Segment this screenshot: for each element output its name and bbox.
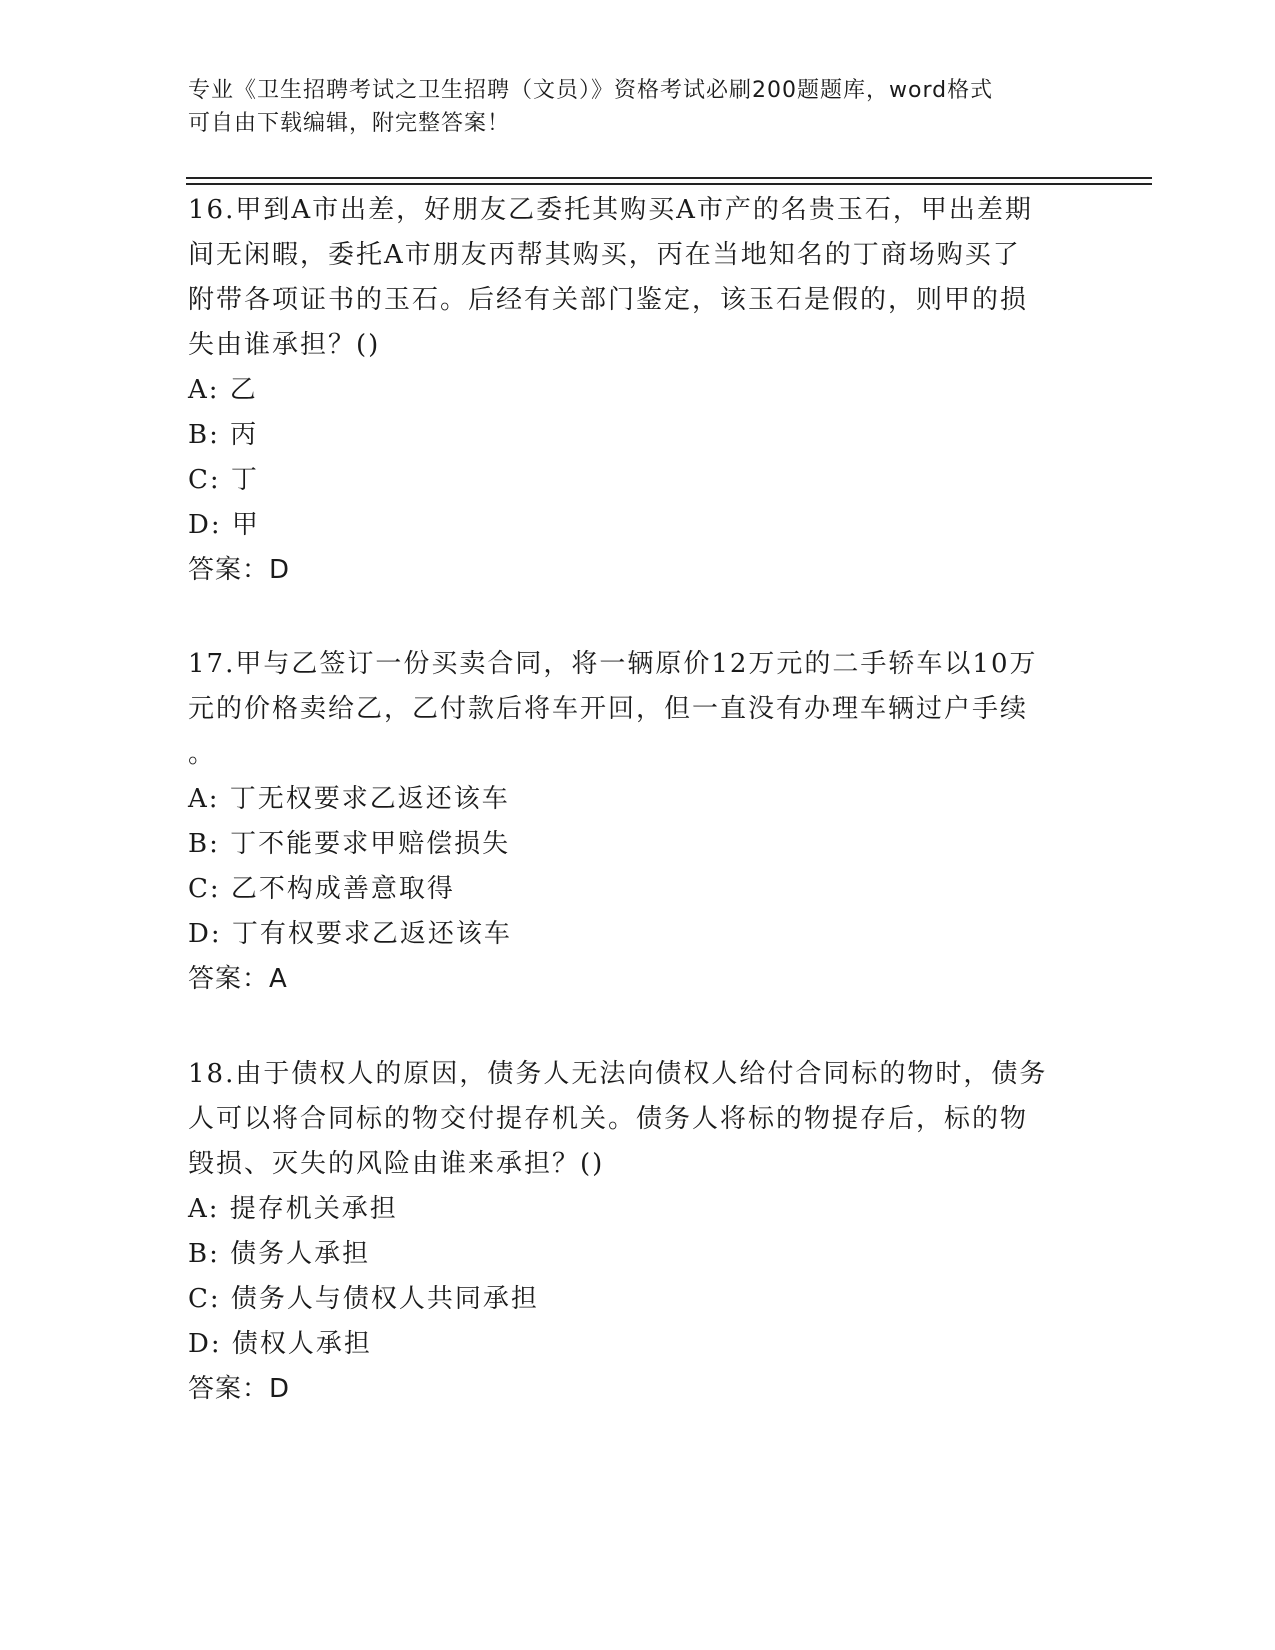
- option-b: B: 债务人承担: [188, 1239, 371, 1269]
- option-a: A: 提存机关承担: [188, 1194, 398, 1224]
- question-text-line: 失由谁承担？(): [188, 330, 381, 360]
- answer-line: 答案：D: [188, 1374, 291, 1404]
- option-b: B: 丁不能要求甲赔偿损失: [188, 829, 511, 859]
- question-text-line: 元的价格卖给乙，乙付款后将车开回，但一直没有办理车辆过户手续: [188, 694, 1029, 724]
- header-divider-bottom: [186, 183, 1152, 185]
- option-d: D: 甲: [188, 510, 260, 540]
- header-line-1: 专业《卫生招聘考试之卫生招聘（文员）》资格考试必刷200题题库，word格式: [188, 78, 994, 103]
- option-d: D: 债权人承担: [188, 1329, 372, 1359]
- question-text-line: 17.甲与乙签订一份买卖合同，将一辆原价12万元的二手轿车以10万: [188, 649, 1038, 679]
- question-text-line: 毁损、灭失的风险由谁来承担？(): [188, 1149, 605, 1179]
- header-line-2: 可自由下载编辑，附完整答案！: [188, 111, 511, 136]
- option-d: D: 丁有权要求乙返还该车: [188, 919, 512, 949]
- option-c: C: 丁: [188, 465, 259, 495]
- option-a: A: 乙: [188, 375, 258, 405]
- question-18: [188, 1052, 1108, 1412]
- option-c: C: 乙不构成善意取得: [188, 874, 455, 904]
- question-16: [188, 188, 1108, 593]
- option-a: A: 丁无权要求乙返还该车: [188, 784, 510, 814]
- header-divider-top: [186, 177, 1152, 179]
- option-b: B: 丙: [188, 420, 259, 450]
- question-text-line: 18.由于债权人的原因，债务人无法向债权人给付合同标的物时，债务: [188, 1059, 1048, 1089]
- option-c: C: 债务人与债权人共同承担: [188, 1284, 539, 1314]
- question-17: [188, 642, 1108, 1002]
- question-text-line: 人可以将合同标的物交付提存机关。债务人将标的物提存后，标的物: [188, 1104, 1029, 1134]
- document-header: [188, 74, 1088, 140]
- question-text-line: 间无闲暇，委托A市朋友丙帮其购买，丙在当地知名的丁商场购买了: [188, 240, 1021, 270]
- question-text-line: 。: [188, 739, 217, 769]
- answer-line: 答案：A: [188, 964, 288, 994]
- question-text-line: 16.甲到A市出差，好朋友乙委托其购买A市产的名贵玉石，甲出差期: [188, 195, 1033, 225]
- question-text-line: 附带各项证书的玉石。后经有关部门鉴定，该玉石是假的，则甲的损: [188, 285, 1029, 315]
- answer-line: 答案：D: [188, 555, 291, 585]
